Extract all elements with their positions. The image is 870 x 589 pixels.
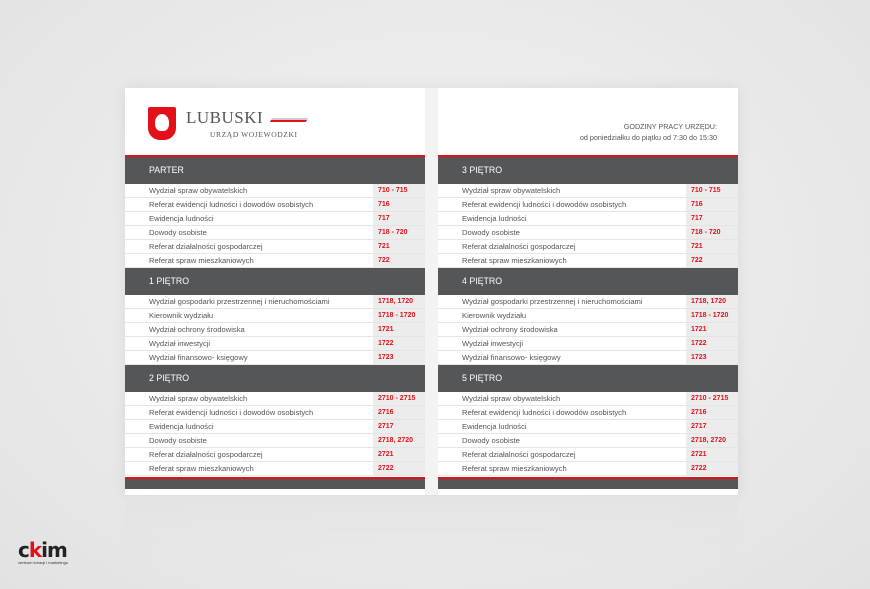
- directory-row: [438, 254, 738, 268]
- room-number: 1718, 1720: [686, 295, 738, 308]
- department-name: Dowody osobiste: [149, 228, 207, 237]
- room-number: 2722: [373, 462, 425, 475]
- room-number: 722: [373, 254, 425, 267]
- directory-row: [125, 392, 425, 406]
- office-hours-title: GODZINY PRACY URZĘDU:: [623, 122, 717, 131]
- ckim-tagline: centrum kreacji i marketingu: [18, 560, 69, 565]
- directory-row: [125, 254, 425, 268]
- directory-row: [125, 212, 425, 226]
- department-name: Kierownik wydziału: [149, 311, 214, 320]
- department-name: Referat spraw mieszkaniowych: [149, 464, 254, 473]
- department-name: Wydział finansowo- księgowy: [462, 353, 561, 362]
- board-footer-bar: [125, 477, 425, 489]
- department-name: Referat ewidencji ludności i dowodów osobistych: [149, 200, 314, 209]
- office-hours: [580, 121, 717, 143]
- directory-row: [438, 212, 738, 226]
- directory-row: [438, 184, 738, 198]
- directory-row: [438, 226, 738, 240]
- room-number: 2717: [686, 420, 738, 433]
- room-number: 716: [373, 198, 425, 211]
- room-number: 1723: [686, 351, 738, 364]
- room-number: 716: [686, 198, 738, 211]
- floor-section-header: 4 PIĘTRO: [438, 268, 738, 295]
- directory-row: [125, 462, 425, 476]
- room-number: 1718 - 1720: [373, 309, 425, 322]
- department-name: Ewidencja ludności: [149, 214, 214, 223]
- department-name: Dowody osobiste: [149, 436, 207, 445]
- eagle-emblem-icon: [148, 107, 176, 140]
- department-name: Wydział finansowo- księgowy: [149, 353, 248, 362]
- department-name: Dowody osobiste: [462, 436, 520, 445]
- board-reflection: [125, 496, 738, 566]
- department-name: Dowody osobiste: [462, 228, 520, 237]
- room-number: 1721: [373, 323, 425, 336]
- room-number: 2710 - 2715: [686, 392, 738, 405]
- department-name: Wydział gospodarki przestrzennej i nieruchomościami: [462, 297, 643, 306]
- directory-left-column: [125, 88, 425, 495]
- room-number: 2710 - 2715: [373, 392, 425, 405]
- directory-row: [438, 392, 738, 406]
- room-number: 1721: [686, 323, 738, 336]
- department-name: Wydział spraw obywatelskich: [462, 186, 561, 195]
- room-number: 1718, 1720: [373, 295, 425, 308]
- department-name: Referat działalności gospodarczej: [149, 450, 263, 459]
- directory-row: [125, 198, 425, 212]
- room-number: 2717: [373, 420, 425, 433]
- department-name: Ewidencja ludności: [462, 422, 527, 431]
- room-number: 2721: [373, 448, 425, 461]
- brand-subtitle: URZĄD WOJEWODZKI: [210, 130, 298, 139]
- department-name: Referat ewidencji ludności i dowodów osobistych: [462, 408, 627, 417]
- directory-row: [438, 448, 738, 462]
- department-name: Referat spraw mieszkaniowych: [462, 464, 567, 473]
- directory-row: [438, 406, 738, 420]
- room-number: 1722: [686, 337, 738, 350]
- board-footer-bar: [438, 477, 738, 489]
- department-name: Wydział inwestycji: [462, 339, 524, 348]
- directory-row: [125, 434, 425, 448]
- directory-row: [438, 240, 738, 254]
- department-name: Ewidencja ludności: [149, 422, 214, 431]
- directory-board: [125, 88, 738, 495]
- directory-row: [125, 309, 425, 323]
- room-number: 2716: [373, 406, 425, 419]
- room-number: 710 - 715: [686, 184, 738, 197]
- department-name: Wydział spraw obywatelskich: [149, 394, 248, 403]
- room-number: 2718, 2720: [686, 434, 738, 447]
- directory-row: [125, 323, 425, 337]
- directory-row: [125, 226, 425, 240]
- floor-section-header: 2 PIĘTRO: [125, 365, 425, 392]
- room-number: 721: [686, 240, 738, 253]
- department-name: Wydział gospodarki przestrzennej i nieruchomościami: [149, 297, 330, 306]
- department-name: Wydział spraw obywatelskich: [149, 186, 248, 195]
- directory-row: [125, 337, 425, 351]
- department-name: Wydział ochrony środowiska: [462, 325, 558, 334]
- room-number: 717: [686, 212, 738, 225]
- department-name: Referat działalności gospodarczej: [462, 242, 576, 251]
- department-name: Referat działalności gospodarczej: [462, 450, 576, 459]
- room-number: 2721: [686, 448, 738, 461]
- room-number: 710 - 715: [373, 184, 425, 197]
- flag-swoosh-icon: [270, 118, 308, 122]
- floor-section-header: 3 PIĘTRO: [438, 157, 738, 184]
- department-name: Referat ewidencji ludności i dowodów osobistych: [462, 200, 627, 209]
- directory-row: [438, 323, 738, 337]
- directory-row: [438, 462, 738, 476]
- directory-row: [125, 184, 425, 198]
- department-name: Wydział spraw obywatelskich: [462, 394, 561, 403]
- room-number: 2716: [686, 406, 738, 419]
- department-name: Referat spraw mieszkaniowych: [462, 256, 567, 265]
- department-name: Wydział inwestycji: [149, 339, 211, 348]
- ckim-logo-mark: ckim: [18, 538, 67, 562]
- directory-row: [438, 434, 738, 448]
- room-number: 1718 - 1720: [686, 309, 738, 322]
- board-header-right: [438, 88, 738, 157]
- ckim-logo: [18, 540, 68, 566]
- room-number: 1723: [373, 351, 425, 364]
- board-header-left: [125, 88, 425, 157]
- room-number: 1722: [373, 337, 425, 350]
- department-name: Referat działalności gospodarczej: [149, 242, 263, 251]
- room-number: 722: [686, 254, 738, 267]
- brand-name: LUBUSKI: [186, 108, 264, 127]
- room-number: 721: [373, 240, 425, 253]
- directory-row: [438, 309, 738, 323]
- department-name: Referat ewidencji ludności i dowodów osobistych: [149, 408, 314, 417]
- floor-section-header: PARTER: [125, 157, 425, 184]
- department-name: Referat spraw mieszkaniowych: [149, 256, 254, 265]
- directory-row: [125, 406, 425, 420]
- directory-row: [438, 295, 738, 309]
- room-number: 2718, 2720: [373, 434, 425, 447]
- directory-row: [125, 295, 425, 309]
- floor-section-header: 5 PIĘTRO: [438, 365, 738, 392]
- department-name: Wydział ochrony środowiska: [149, 325, 245, 334]
- directory-row: [438, 198, 738, 212]
- room-number: 718 - 720: [373, 226, 425, 239]
- room-number: 717: [373, 212, 425, 225]
- floor-section-header: 1 PIĘTRO: [125, 268, 425, 295]
- department-name: Kierownik wydziału: [462, 311, 527, 320]
- department-name: Ewidencja ludności: [462, 214, 527, 223]
- room-number: 2722: [686, 462, 738, 475]
- directory-row: [125, 240, 425, 254]
- office-hours-text: od poniedziałku do piątku od 7:30 do 15:30: [579, 133, 717, 142]
- directory-row: [125, 448, 425, 462]
- directory-right-column: [438, 88, 738, 495]
- directory-row: [125, 420, 425, 434]
- directory-row: [125, 351, 425, 365]
- directory-row: [438, 351, 738, 365]
- directory-row: [438, 420, 738, 434]
- room-number: 718 - 720: [686, 226, 738, 239]
- directory-row: [438, 337, 738, 351]
